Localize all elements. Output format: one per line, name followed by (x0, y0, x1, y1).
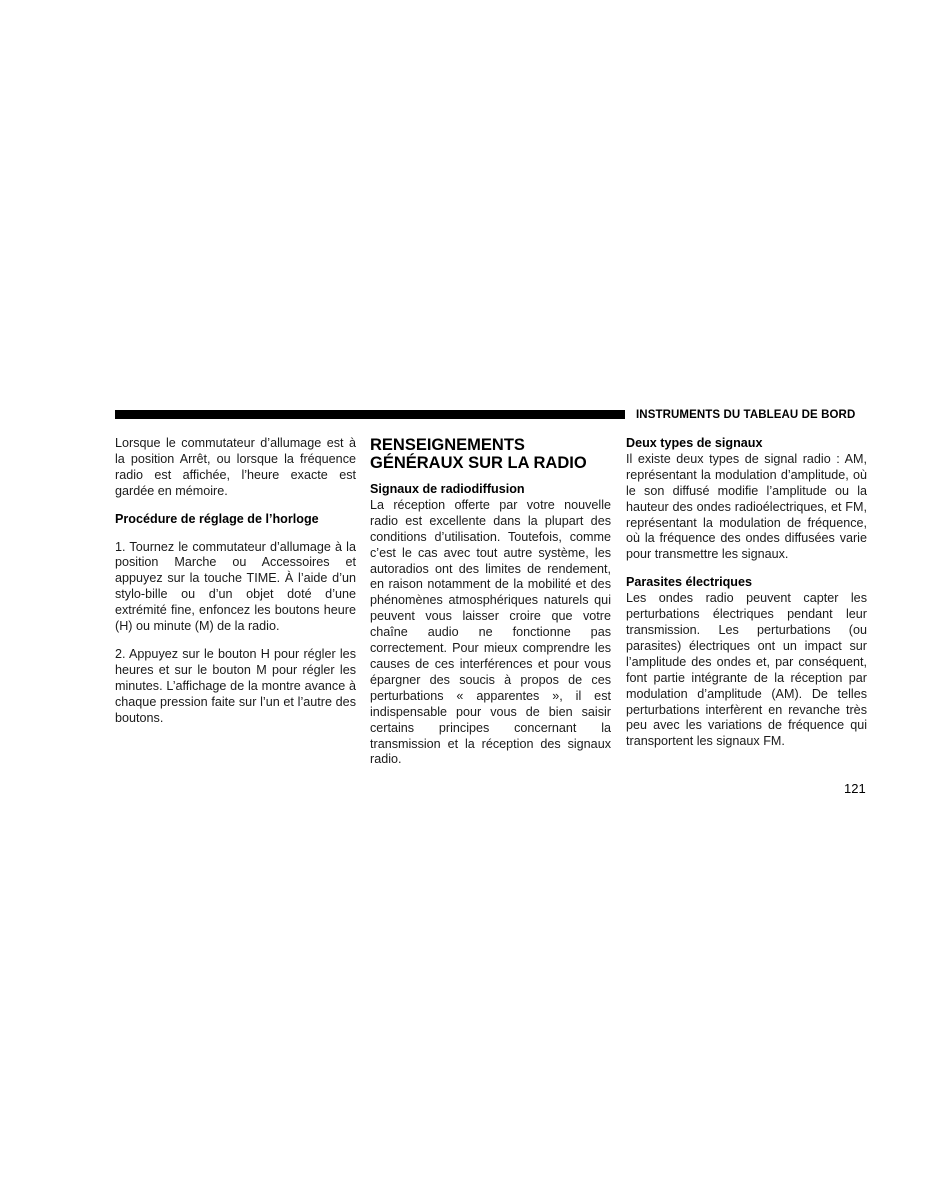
electrical-interference-heading: Parasites électriques (626, 575, 753, 590)
section-title (370, 436, 611, 472)
section-title-line-2: GÉNÉRAUX SUR LA RADIO (370, 454, 587, 472)
clock-memory-paragraph: Lorsque le commutateur d’allumage est à la position Arrêt, ou lorsque la fréquence radio est affichée, l’heure exacte est gardée en mémoire. (115, 436, 356, 498)
column-right (626, 436, 867, 762)
clock-procedure-heading: Procédure de réglage de l’horloge (115, 511, 319, 526)
section-title-line-1: RENSEIGNEMENTS (370, 436, 525, 454)
broadcast-signals-heading: Signaux de radiodiffusion (370, 482, 525, 496)
broadcast-signals-paragraph: La réception offerte par votre nouvelle radio est excellente dans la plupart des conditions d’utilisation. Toutefois, comme c’est le cas avec tout autre système, les autoradios ont des limites de rendement, en raison notamment de la mobilité et des phénomènes atmosphériques naturels qui peuvent vous laisser croire que votre chaîne audio ne fonctionne pas correctement. Pour mieux comprendre les causes de ces interférences et pour vous épargner des soucis à propos de ces perturbations « apparentes », il est indispensable pour vous de bien saisir certains principes concernant la transmission et la réception des signaux radio. (370, 497, 611, 767)
page-number: 121 (844, 781, 866, 796)
header-rule (115, 410, 625, 419)
clock-step-2: 2. Appuyez sur le bouton H pour régler les heures et sur le bouton M pour régler les minutes. L’affichage de la montre avance à chaque pression faite sur l’un et l’autre des boutons. (115, 646, 356, 725)
signal-types-paragraph: Il existe deux types de signal radio : AM, représentant la modulation d’amplitude, où le son diffusé modifie l’amplitude ou la hauteur des ondes radioélectriques, et FM, représentant la modulation de fréquence, où la fréquence des ondes diffusées varie pour transmettre les signaux. (626, 451, 867, 562)
electrical-interference-paragraph: Les ondes radio peuvent capter les perturbations électriques pendant leur transmission. Les perturbations (ou parasites) électriques ont un impact sur l’amplitude des ondes et, par conséquent, font partie intégrante de la réception par modulation d’amplitude (AM). De telles perturbations interfèrent en revanche très peu avec les variations de fréquence qui transportent les signaux FM. (626, 591, 867, 749)
clock-step-1: 1. Tournez le commutateur d’allumage à la position Marche ou Accessoires et appuyez sur la touche TIME. À l’aide d’un stylo-bille ou d’un objet doté d’une extrémité fine, enfoncez les boutons heure (H) ou minute (M) de la radio. (115, 539, 356, 634)
running-header: INSTRUMENTS DU TABLEAU DE BORD (636, 409, 856, 421)
column-left (115, 436, 356, 739)
signal-types-heading: Deux types de signaux (626, 436, 763, 450)
column-middle (370, 436, 611, 780)
